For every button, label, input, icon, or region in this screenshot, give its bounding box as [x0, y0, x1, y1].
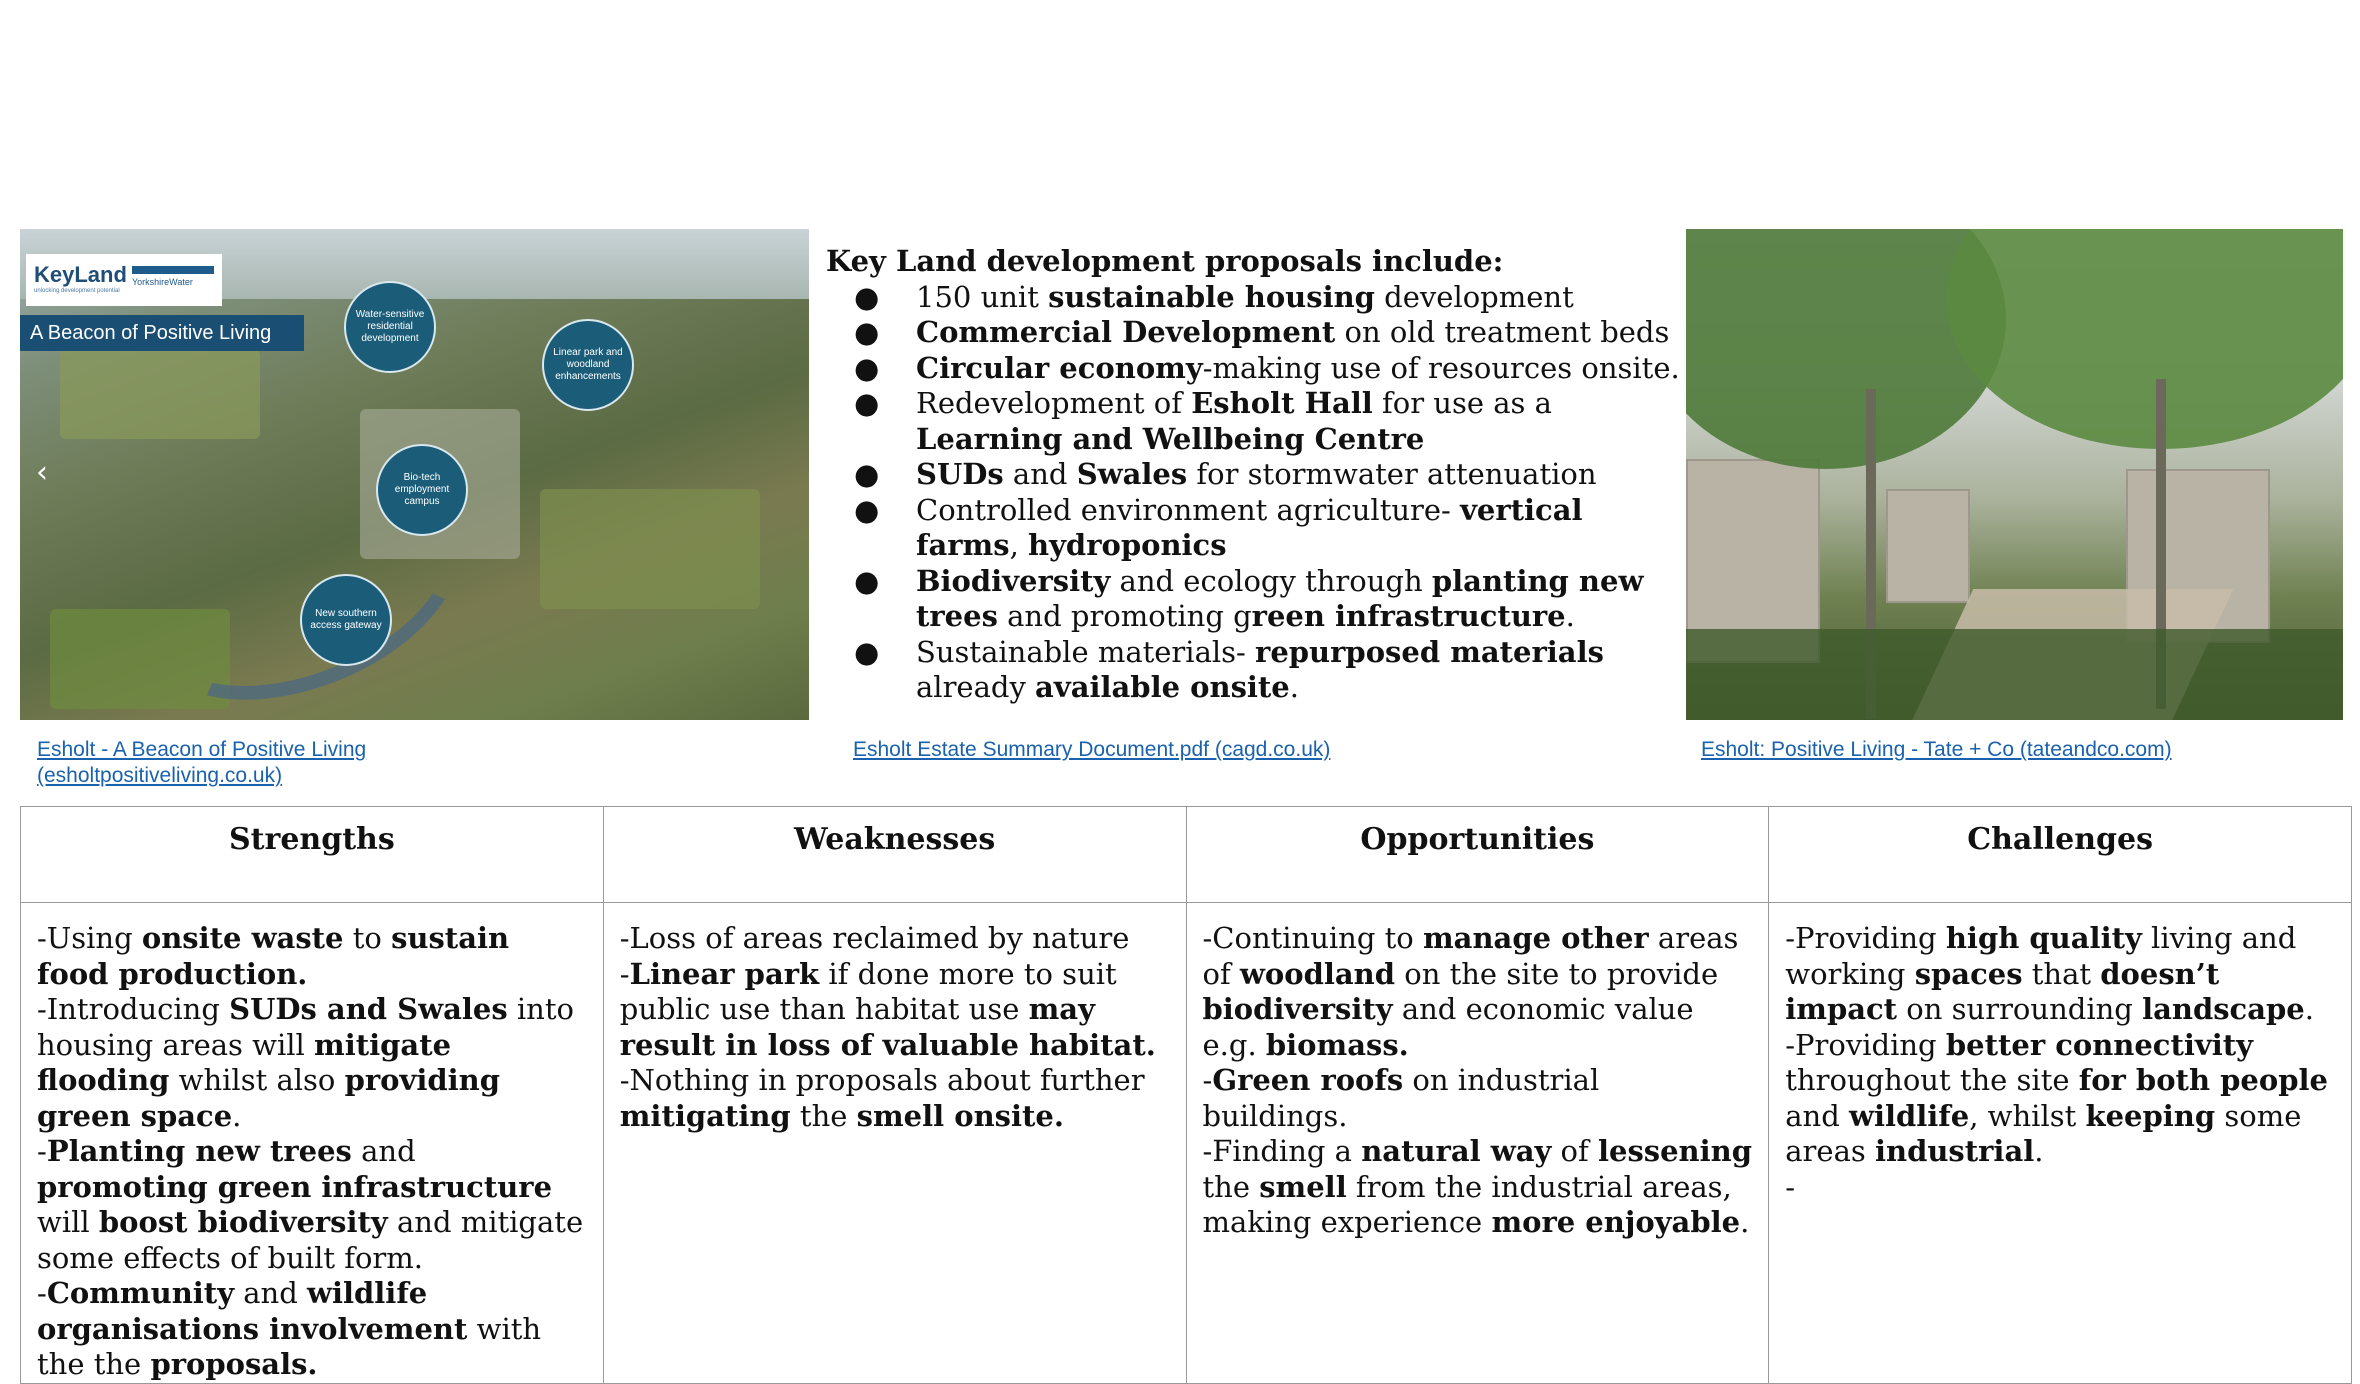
text-run: - [37, 1276, 47, 1310]
bold-text: mitigate flooding [37, 1027, 452, 1097]
text-run: into housing areas will [37, 992, 574, 1062]
swot-point [620, 921, 1170, 957]
text-run: will [37, 1205, 99, 1239]
text-run: development [1374, 279, 1574, 314]
bold-text: high quality [1945, 921, 2142, 955]
aerial-site-image [20, 229, 809, 720]
bold-text: wildlife organisations involvement [37, 1276, 468, 1346]
text-run: and ecology through [1110, 563, 1432, 598]
bold-text: Biodiversity [916, 563, 1111, 598]
bold-text: SUDs [916, 457, 1004, 491]
bold-text: Planting new trees [46, 1134, 352, 1168]
bubble-southern-gateway: New southern access gateway [300, 574, 392, 666]
bold-text: sustain food production. [37, 921, 510, 991]
proposals-block [826, 244, 1686, 706]
proposals-list [826, 280, 1686, 706]
proposal-item [826, 280, 1686, 316]
bold-text: vertical farms [916, 492, 1583, 562]
text-run: some areas [1785, 1098, 2302, 1168]
aerial-field [540, 489, 760, 609]
header-weaknesses: Weaknesses [603, 807, 1186, 903]
bold-text: biomass. [1265, 1027, 1409, 1062]
swot-point [37, 992, 587, 1134]
header-opportunities: Opportunities [1186, 807, 1769, 903]
bold-text: repurposed materials [1255, 634, 1604, 669]
bold-text: planting new trees [916, 563, 1644, 633]
swot-point [1203, 1134, 1753, 1241]
text-run: . [232, 1098, 242, 1133]
text-run: already [916, 670, 1036, 704]
bullet-icon: ● [854, 457, 880, 491]
proposals-heading: Key Land development proposals include: [826, 244, 1504, 278]
bold-text: mitigating [619, 1098, 791, 1133]
text-run: and [1785, 1098, 1849, 1133]
text-run: on the site to provide [1395, 956, 1719, 991]
bold-text: providing green space [37, 1063, 501, 1133]
text-run: - [619, 956, 630, 991]
bold-text: for both people [2078, 1063, 2328, 1097]
bullet-icon: ● [854, 492, 880, 527]
text-run: - [1785, 1169, 1796, 1204]
bubble-water-sensitive: Water-sensitive residential development [344, 281, 436, 373]
bold-text: smell [1259, 1169, 1347, 1204]
bold-text: natural way [1361, 1134, 1552, 1168]
swot-point [1785, 1028, 2335, 1170]
bold-text: Swales [1076, 457, 1188, 491]
text-run: that [2022, 956, 2101, 991]
swot-point [37, 1276, 587, 1383]
keyland-logo-text: KeyLand [34, 262, 127, 287]
link-tate-and-co[interactable]: Esholt: Positive Living - Tate + Co (tateandco.com) [1701, 738, 2172, 761]
text-run: and [1003, 457, 1077, 491]
swot-point [620, 1063, 1170, 1134]
development-render-image [1686, 229, 2343, 720]
render-house [1886, 489, 1970, 603]
text-run: and mitigate some effects of built form. [37, 1205, 584, 1275]
bold-text: proposals. [150, 1347, 318, 1381]
proposal-item [826, 564, 1686, 635]
bullet-icon: ● [854, 563, 880, 598]
bold-text: better connectivity [1945, 1027, 2253, 1062]
text-run: - [1202, 1063, 1213, 1097]
proposal-item [826, 351, 1686, 387]
text-run: for use as a [1372, 386, 1552, 420]
bold-text: onsite waste [141, 921, 344, 955]
beacon-banner: A Beacon of Positive Living [20, 315, 304, 351]
text-run: and [234, 1276, 308, 1310]
proposal-item [826, 386, 1686, 457]
bold-text: spaces [1914, 956, 2023, 991]
bold-text: Community [46, 1276, 235, 1310]
bold-text: may result in loss of valuable habitat. [619, 992, 1156, 1062]
bold-text: SUDs and Swales [229, 992, 508, 1026]
cell-opportunities [1186, 903, 1769, 1384]
bold-text: Linear park [629, 956, 820, 991]
bold-text: biodiversity [1202, 992, 1393, 1026]
text-run: if done more to suit public use than habitat use [619, 956, 1117, 1026]
bullet-icon: ● [854, 634, 880, 669]
bold-text: Esholt Hall [1191, 386, 1373, 420]
swot-header-row [21, 807, 2352, 903]
text-run: and economic value e.g. [1202, 992, 1694, 1062]
text-run: of [1551, 1134, 1598, 1168]
text-run: , [1009, 528, 1028, 562]
text-run: , whilst [1969, 1098, 2086, 1133]
text-run: to [343, 921, 392, 955]
text-run: on surrounding [1897, 992, 2143, 1026]
bold-text: industrial [1874, 1134, 2035, 1168]
cell-weaknesses [603, 903, 1186, 1384]
bold-text: woodland [1239, 956, 1396, 991]
swot-point [1203, 921, 1753, 1063]
text-run: whilst also [169, 1063, 345, 1097]
text-run: living and working [1785, 921, 2297, 991]
text-run: . [1289, 670, 1299, 704]
swot-body-row [21, 903, 2352, 1384]
keyland-logo-tagline: unlocking development potential [34, 288, 120, 294]
bold-text: more enjoyable [1491, 1205, 1741, 1239]
text-run: -Using [37, 921, 142, 955]
text-run: . [2304, 992, 2314, 1026]
bold-text: sustainable housing [1048, 279, 1375, 314]
bold-text: Circular economy [916, 350, 1203, 385]
bullet-icon: ● [854, 350, 880, 385]
header-strengths: Strengths [21, 807, 604, 903]
text-run: from the industrial areas, making experience [1202, 1169, 1732, 1239]
text-run: the [1202, 1169, 1260, 1204]
proposal-item [826, 493, 1686, 564]
bold-text: manage other [1422, 921, 1649, 955]
text-run: the [790, 1098, 857, 1133]
text-run: -Introducing [37, 992, 230, 1026]
bold-text: Learning and Wellbeing Centre [916, 421, 1425, 456]
text-run: for stormwater attenuation [1187, 457, 1597, 491]
text-run: -Nothing in proposals about further [619, 1063, 1145, 1097]
bold-text: doesn’t impact [1785, 956, 2220, 1026]
text-run: -Loss of areas reclaimed by nature [619, 921, 1130, 955]
header-challenges: Challenges [1769, 807, 2352, 903]
swot-table [20, 806, 2352, 1384]
bold-text: hydroponics [1028, 528, 1227, 562]
bold-text: available onsite [1035, 670, 1290, 704]
text-run: 150 unit [916, 279, 1049, 314]
bold-text: landscape [2142, 992, 2305, 1026]
text-run: -Finding a [1202, 1134, 1362, 1168]
bold-text: Green roofs [1212, 1063, 1404, 1097]
text-run: on old treatment beds [1335, 315, 1670, 349]
keyland-logo [26, 254, 222, 306]
bullet-icon: ● [854, 315, 880, 349]
text-run: areas of [1202, 921, 1739, 991]
text-run: and [351, 1134, 416, 1168]
bold-text: keeping [2085, 1098, 2216, 1133]
text-run: . [1565, 599, 1575, 633]
proposal-item [826, 457, 1686, 493]
bullet-icon: ● [854, 279, 880, 314]
link-esholt-summary-document[interactable]: Esholt Estate Summary Document.pdf (cagd.co.uk) [853, 738, 1331, 761]
bold-text: lessening [1597, 1134, 1753, 1168]
cell-challenges [1769, 903, 2352, 1384]
chevron-left-icon[interactable]: ‹ [36, 455, 48, 490]
bold-text: boost biodiversity [98, 1205, 388, 1239]
text-run: throughout the site [1785, 1063, 2079, 1097]
cell-strengths [21, 903, 604, 1384]
text-run: - [37, 1134, 47, 1168]
swot-point [1203, 1063, 1753, 1134]
bold-text: promoting green infrastructure [37, 1169, 553, 1204]
text-run: -making use of resources onsite. [1202, 350, 1680, 385]
proposal-item [826, 635, 1686, 706]
bold-text: smell onsite. [856, 1098, 1064, 1133]
text-run: -Providing [1785, 1027, 1946, 1062]
text-run: Sustainable materials- [916, 634, 1256, 669]
bubble-biotech-campus: Bio-tech employment campus [376, 444, 468, 536]
swot-point [37, 1134, 587, 1276]
bubble-linear-park: Linear park and woodland enhancements [542, 319, 634, 411]
swot-point [37, 921, 587, 992]
render-planting [1686, 629, 2343, 720]
bold-text: reen infrastructure [1251, 599, 1566, 633]
swot-point [1785, 921, 2335, 1028]
text-run: Redevelopment of [916, 386, 1192, 420]
text-run: -Providing [1785, 921, 1946, 955]
render-tree-canopy [1946, 229, 2343, 449]
bullet-icon: ● [854, 386, 880, 420]
bold-text: wildlife [1849, 1098, 1970, 1133]
text-run: . [1740, 1205, 1750, 1239]
swot-point [620, 957, 1170, 1064]
aerial-field [60, 349, 260, 439]
text-run: and promoting g [997, 599, 1252, 633]
yorkshire-water-logo: YorkshireWater [132, 266, 214, 309]
bold-text: Commercial Development [916, 315, 1336, 349]
text-run: on industrial buildings. [1202, 1063, 1600, 1133]
text-run: -Continuing to [1202, 921, 1423, 955]
text-run: . [2034, 1134, 2044, 1168]
text-run: Controlled environment agriculture- [916, 492, 1461, 527]
swot-point [1785, 1170, 2335, 1206]
text-run: with the the [37, 1311, 542, 1381]
proposal-item [826, 315, 1686, 351]
link-esholt-positive-living[interactable]: Esholt - A Beacon of Positive Living (esholtpositiveliving.co.uk) [37, 738, 367, 787]
